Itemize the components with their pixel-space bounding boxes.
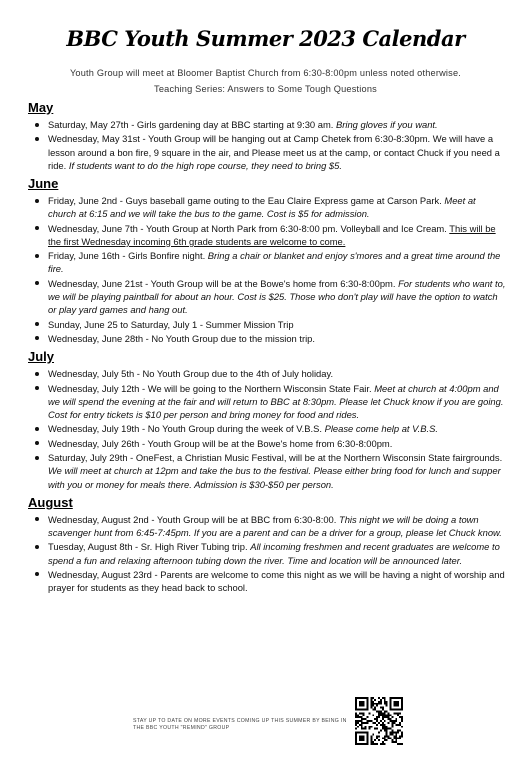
event-item: [28, 249, 506, 275]
event-item: [28, 277, 506, 317]
event-list: [28, 194, 506, 345]
event-note: We will meet at church at 12pm and take the bus to the festival. Please either bring food for lunch and supper with you or money for meals there. Admission is $30-$50 per person.: [48, 465, 501, 490]
event-note: Please come help at V.B.S.: [324, 423, 438, 435]
event-text: Friday, June 2nd - Guys baseball game outing to the Eau Claire Express game at Carson Park.: [48, 195, 445, 206]
event-text: Saturday, July 29th - OneFest, a Christian Music Festival, will be at the Northern Wisconsin State fairgrounds.: [48, 452, 503, 464]
event-item: [28, 318, 506, 331]
event-note: For students who want to, we will be playing paintball for about an hour. Cost is $25. Those who don't play will have the option to watch or play yard games and hang out.: [48, 277, 506, 316]
meeting-info: Youth Group will meet at Bloomer Baptist Church from 6:30-8:00pm unless noted otherwise.: [69, 68, 462, 78]
event-item: [28, 540, 506, 566]
event-note: Meet at church at 6:15 and we will take the bus to the game. Cost is $5 for admission.: [48, 195, 476, 220]
event-text: Wednesday, July 26th - Youth Group will be at the Bowe's home from 6:30-8:00pm.: [48, 437, 393, 449]
event-item: [28, 332, 506, 345]
event-text: Wednesday, August 2nd - Youth Group will be at BBC from 6:30-8:00.: [48, 513, 339, 525]
remind-group-note: STAY UP TO DATE ON MORE EVENTS COMING UP THIS SUMMER BY BEING IN THE BBC YOUTH "REMIND" GROUP: [133, 718, 347, 731]
event-text: Tuesday, August 8th - Sr. High River Tubing trip.: [48, 541, 251, 553]
month-heading-june: June: [28, 176, 59, 191]
event-list: [28, 118, 506, 172]
event-note: Meet at church at 4:00pm and we will spend the evening at the fair and will return to BBC at 8:30pm. Please let Chuck know if you are going. Cost for entry tickets is $10 per person and bring money for food and rides.: [48, 382, 504, 420]
event-note: Bring gloves if you want.: [336, 119, 438, 130]
teaching-series: Teaching Series: Answers to Some Tough Questions: [154, 84, 377, 94]
event-item: [28, 422, 506, 435]
event-note: All incoming freshmen and recent graduates are welcome to spend a fun and relaxing afternoon tubing down the river. Time and location will be announced later.: [48, 541, 500, 566]
event-item: [28, 118, 506, 131]
calendar-body: [28, 98, 506, 596]
month-heading-may: May: [28, 100, 54, 115]
calendar-title: BBC Youth Summer 2023 Calendar: [66, 26, 465, 51]
event-highlight: This will be the first Wednesday incoming 6th grade students are welcome to come.: [48, 222, 496, 247]
event-text: Wednesday, August 23rd - Parents are welcome to come this night as we will be having a night of worship and prayer for students as they head back to school.: [48, 568, 505, 594]
event-text: Wednesday, May 31st - Youth Group will be hanging out at Camp Chetek from 6:30-8:30pm. We will have a lesson around a bon fire, 9 square in the air, and Please meet us at the camp, or contact Chuck if you need a ride.: [48, 133, 500, 171]
qr-code-icon[interactable]: [355, 697, 403, 745]
event-item: [28, 451, 506, 491]
event-text: Wednesday, July 19th - No Youth Group during the week of V.B.S.: [48, 423, 325, 435]
event-item: [28, 194, 506, 220]
month-heading-july: July: [28, 349, 55, 365]
event-item: [28, 437, 506, 450]
month-heading-august: August: [28, 494, 73, 510]
event-item: [28, 222, 506, 248]
event-item: [28, 382, 506, 422]
event-text: Wednesday, June 7th - Youth Group at North Park from 6:30-8:00 pm. Volleyball and Ice Cream.: [48, 222, 450, 234]
event-note: This night we will be doing a town scavenger hunt from 6:45-7:45pm. If you are a parent and can be a driver for a group, please let Chuck know.: [48, 513, 502, 538]
event-note: Bring a chair or blanket and enjoy s'mores and a great time around the fire.: [48, 250, 501, 275]
event-text: Wednesday, June 21st - Youth Group will be at the Bowe's home from 6:30-8:00pm.: [48, 277, 399, 289]
event-item: [28, 132, 506, 172]
event-item: [28, 367, 506, 380]
event-text: Wednesday, July 5th - No Youth Group due to the 4th of July holiday.: [48, 368, 334, 380]
event-list: [28, 513, 506, 595]
event-text: Sunday, June 25 to Saturday, July 1 - Summer Mission Trip: [48, 318, 294, 330]
event-item: [28, 513, 506, 539]
event-text: Wednesday, June 28th - No Youth Group due to the mission trip.: [48, 332, 316, 344]
event-list: [28, 367, 506, 491]
event-text: Wednesday, July 12th - We will be going to the Northern Wisconsin State Fair.: [48, 382, 375, 394]
event-item: [28, 568, 506, 594]
event-text: Saturday, May 27th - Girls gardening day at BBC starting at 9:30 am.: [48, 119, 336, 130]
event-text: Friday, June 16th - Girls Bonfire night.: [48, 250, 208, 262]
event-note: If students want to do the high rope course, they need to bring $5.: [68, 159, 342, 171]
